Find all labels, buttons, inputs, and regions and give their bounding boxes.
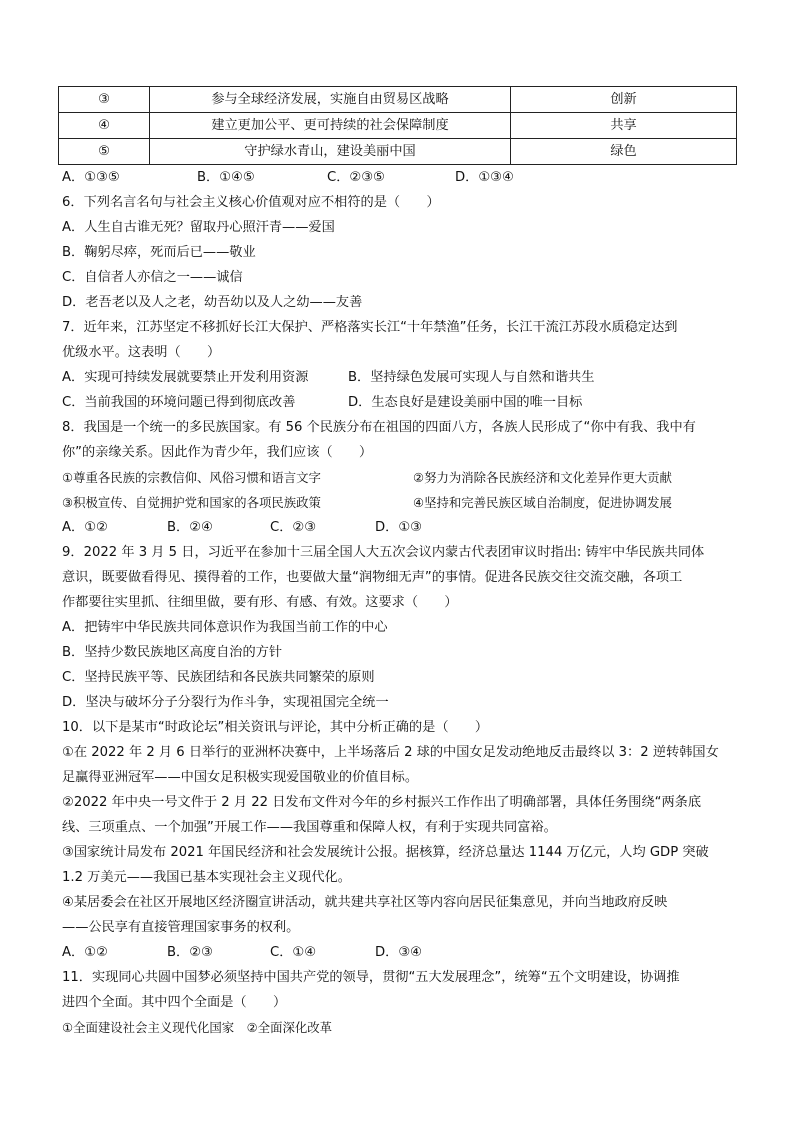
option: D．坚决与破坏分子分裂行为作斗争，实现祖国完全统一: [62, 695, 389, 710]
table-row: [59, 87, 737, 113]
option: C．②③⑤: [327, 170, 385, 185]
option: B．坚持绿色发展可实现人与自然和谐共生: [348, 370, 595, 385]
option: A．把铸牢中华民族共同体意识作为我国当前工作的中心: [62, 620, 388, 635]
option: A．实现可持续发展就要禁止开发利用资源: [62, 370, 309, 385]
q7-options-row: [62, 394, 582, 412]
row-number: ③: [59, 87, 150, 113]
statement-item: ——公民享有直接管理国家事务的权利。: [62, 920, 300, 935]
question-stem: 作都要往实里抓、往细里做，要有形、有感、有效。这要求（ ）: [62, 595, 458, 610]
q8-items-row: [62, 469, 672, 487]
option: D．①③: [375, 520, 422, 535]
row-concept: 共享: [511, 113, 737, 139]
question-stem: 8．我国是一个统一的多民族国家。有 56 个民族分布在祖国的四面八方，各族人民形成了“你中有我、我中有: [62, 420, 696, 435]
option: B．①④⑤: [197, 170, 255, 185]
row-concept: 创新: [511, 87, 737, 113]
statement-item: ②2022 年中央一号文件于 2 月 22 日发布文件对今年的乡村振兴工作作出了明确部署，具体任务围绕“两条底: [62, 795, 702, 810]
option: C．坚持民族平等、民族团结和各民族共同繁荣的原则: [62, 670, 375, 685]
option: A．①②: [62, 520, 108, 535]
option: B．鞠躬尽瘁，死而后已——敬业: [62, 245, 256, 260]
q10-options: [62, 944, 422, 962]
statement-item: ①全面建设社会主义现代化国家 ②全面深化改革: [62, 1020, 333, 1035]
option: C．当前我国的环境问题已得到彻底改善: [62, 395, 296, 410]
question-stem: 意识，既要做看得见、摸得着的工作，也要做大量“润物细无声”的事情。促进各民族交往交流交融，各项工: [62, 570, 683, 585]
option: A．人生自古谁无死？留取丹心照汗青——爱国: [62, 220, 335, 235]
q5-options: [62, 169, 514, 187]
option: B．②③: [167, 945, 213, 960]
q8-options: [62, 519, 422, 537]
question-stem: 7．近年来，江苏坚定不移抓好长江大保护、严格落实长江“十年禁渔”任务，长江干流江苏段水质稳定达到: [62, 320, 678, 335]
question-stem: 11．实现同心共圆中国梦必须坚持中国共产党的领导，贯彻“五大发展理念”，统筹“五个文明建设，协调推: [62, 970, 680, 985]
option: A．①②: [62, 945, 108, 960]
statement-item: ①尊重各民族的宗教信仰、风俗习惯和语言文字: [62, 470, 321, 485]
option: D．③④: [375, 945, 422, 960]
q8-items-row: [62, 494, 672, 512]
question-stem: 6．下列名言名句与社会主义核心价值观对应不相符的是（ ）: [62, 195, 440, 210]
statement-item: ①在 2022 年 2 月 6 日举行的亚洲杯决赛中，上半场落后 2 球的中国女足发动绝地反击最终以 3：2 逆转韩国女: [62, 745, 719, 760]
table-row: [59, 113, 737, 139]
row-content: 守护绿水青山，建设美丽中国: [150, 139, 511, 165]
option: C．①④: [270, 945, 317, 960]
row-content: 建立更加公平、更可持续的社会保障制度: [150, 113, 511, 139]
statement-item: ④某居委会在社区开展地区经济圈宣讲活动，就共建共享社区等内容向居民征集意见，并向当地政府反映: [62, 895, 668, 910]
option: A．①③⑤: [62, 170, 120, 185]
statement-item: ②努力为消除各民族经济和文化差异作更大贡献: [413, 470, 672, 485]
row-content: 参与全球经济发展，实施自由贸易区战略: [150, 87, 511, 113]
statement-item: ④坚持和完善民族区域自治制度，促进协调发展: [413, 495, 672, 510]
question-stem: 9．2022 年 3 月 5 日，习近平在参加十三届全国人大五次会议内蒙古代表团审议时指出: 铸牢中华民族共同体: [62, 545, 705, 560]
question-stem: 10．以下是某市“时政论坛”相关资讯与评论，其中分析正确的是（ ）: [62, 720, 489, 735]
q7-options-row: [62, 369, 594, 387]
row-number: ④: [59, 113, 150, 139]
statement-item: 1.2 万美元——我国已基本实现社会主义现代化。: [62, 870, 351, 885]
option: C．②③: [270, 520, 317, 535]
option: D．老吾老以及人之老，幼吾幼以及人之幼——友善: [62, 295, 363, 310]
statement-item: 足赢得亚洲冠军——中国女足积极实现爱国敬业的价值目标。: [62, 770, 419, 785]
option: B．②④: [167, 520, 213, 535]
question-stem: 优级水平。这表明（ ）: [62, 345, 221, 360]
option: C．自信者人亦信之一——诚信: [62, 270, 243, 285]
statement-item: ③国家统计局发布 2021 年国民经济和社会发展统计公报。据核算，经济总量达 1144 万亿元，人均 GDP 突破: [62, 845, 709, 860]
option: B．坚持少数民族地区高度自治的方针: [62, 645, 283, 660]
row-concept: 绿色: [511, 139, 737, 165]
table-row: [59, 139, 737, 165]
statement-item: 线、三项重点、一个加强”开展工作——我国尊重和保障人权，有利于实现共同富裕。: [62, 820, 557, 835]
question-stem: 进四个全面。其中四个全面是（ ）: [62, 995, 287, 1010]
concept-table: [58, 86, 737, 165]
question-stem: 你”的亲缘关系。因此作为青少年，我们应该（ ）: [62, 445, 373, 460]
row-number: ⑤: [59, 139, 150, 165]
statement-item: ③积极宣传、自觉拥护党和国家的各项民族政策: [62, 495, 321, 510]
option: D．生态良好是建设美丽中国的唯一目标: [348, 395, 583, 410]
option: D．①③④: [455, 170, 514, 185]
